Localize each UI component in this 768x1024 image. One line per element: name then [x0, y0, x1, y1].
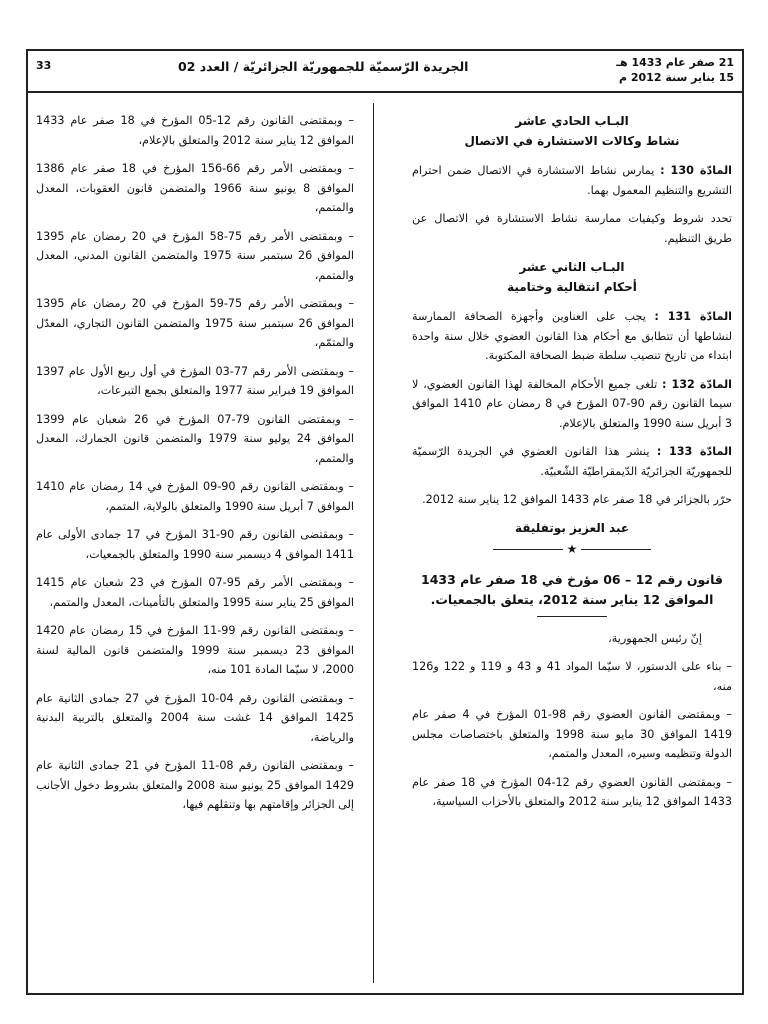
- hijri-date: 21 صفر عام 1433 هـ: [616, 56, 734, 69]
- left-paragraph: – وبمقتضى القانون رقم 12-05 المؤرخ في 18 صفر عام 1433 الموافق 12 يناير سنة 2012 والمتعلق بالإعلام،: [36, 114, 355, 147]
- chapter-12-subtitle: أحكام انتقالية وختامية: [507, 280, 637, 294]
- left-paragraph: – وبمقتضى القانون رقم 04-10 المؤرخ في 27 جمادى الثانية عام 1425 الموافق 14 غشت سنة 2004 والمتعلق بالتربية البدنية والرياضة،: [36, 691, 354, 744]
- article-132-text: تلغى جميع الأحكام المخالفة لهذا القانون العضوي، لا سيما القانون رقم 90-07 المؤرخ في 8 رمضان عام 1410 الموافق 3 أبريل سنة 1990 والمتعلق بالإعلام.: [412, 377, 733, 430]
- right-column: [412, 111, 732, 821]
- column-divider: [373, 103, 374, 983]
- preamble-para-2: – وبمقتضى القانون العضوي رقم 98-01 المؤرخ في 4 صفر عام 1419 الموافق 30 مايو سنة 1998 والمتعلق باختصاصات مجلس الدولة وتنظيمه وسيره، المعدل والمتمم،: [412, 708, 732, 760]
- gregorian-date: 15 يناير سنة 2012 م: [618, 71, 734, 84]
- article-131-label: المادّة 131 :: [654, 310, 732, 323]
- left-paragraph: – وبمقتضى الأمر رقم 66-156 المؤرخ في 18 صفر عام 1386 الموافق 8 يونيو سنة 1966 والمتضمن قانون العقوبات، المعدل والمتمم،: [36, 162, 354, 214]
- article-133: [412, 442, 732, 481]
- article-130-para2: تحدد شروط وكيفيات ممارسة نشاط الاستشارة في الاتصال عن طريق التنظيم.: [412, 212, 732, 245]
- article-133-label: المادّة 133 :: [656, 445, 733, 458]
- star-icon: ★: [566, 542, 578, 556]
- left-paragraph: – وبمقتضى القانون رقم 90-09 المؤرخ في 14 رمضان عام 1410 الموافق 7 أبريل سنة 1990 والمتعلق بالولاية، المتمم،: [36, 480, 354, 513]
- page-frame: [26, 49, 744, 995]
- article-132-label: المادّة 132 :: [661, 377, 732, 391]
- separator-line-right: [493, 549, 563, 550]
- left-column: [36, 111, 354, 824]
- left-paragraph: – وبمقتضى الأمر رقم 95-07 المؤرخ في 23 شعبان عام 1415 الموافق 25 يناير سنة 1995 والمتعلق بالتأمينات، المعدل والمتمم،: [36, 576, 355, 609]
- page-header: [28, 51, 742, 93]
- law-title: قانون رقم 12 – 06 مؤرخ في 18 صفر عام 1433 الموافق 12 يناير سنة 2012، يتعلق بالجمعيات.: [421, 571, 723, 607]
- chapter-11-subtitle: نشاط وكالات الاستشارة في الاتصال: [464, 134, 680, 148]
- page-number: 33: [36, 59, 52, 72]
- star-separator: [412, 540, 732, 560]
- preamble-para-1: – بناء على الدستور، لا سيّما المواد 41 و 43 و 119 و 122 و126 منه،: [412, 660, 733, 693]
- preamble-para-3: – وبمقتضى القانون العضوي رقم 12-04 المؤرخ في 18 صفر عام 1433 الموافق 12 يناير سنة 2012 والمتعلق بالأحزاب السياسية،: [412, 775, 732, 808]
- article-133-text: ينشر هذا القانون العضوي في الجريدة الرّسميّة للجمهوريّة الجزائريّة الدّيمقراطيّة الشّعبيّة.: [412, 445, 732, 478]
- journal-title: الجريدة الرّسميّة للجمهوريّة الجزائريّة / العدد 02: [178, 59, 469, 74]
- article-130-label: المادّة 130 :: [660, 164, 732, 177]
- article-131-text: يجب على العناوين وأجهزة الصحافة الممارسة لنشاطها أن تتطابق مع أحكام هذا القانون العضوي خلال سنة واحدة ابتداء من تاريخ تنصيب سلطة ضبط الصحافة المكتوبة.: [412, 310, 732, 362]
- left-paragraph: – وبمقتضى الأمر رقم 75-59 المؤرخ في 20 رمضان عام 1395 الموافق 26 سبتمبر سنة 1975 والمتضمن القانون التجاري، المعدّل والمتمّم،: [36, 297, 355, 349]
- left-paragraph: – وبمقتضى الأمر رقم 77-03 المؤرخ في أول ربيع الأول عام 1397 الموافق 19 فبراير سنة 1977 والمتعلق بجمع التبرعات،: [36, 364, 354, 397]
- left-paragraph: – وبمقتضى القانون رقم 90-31 المؤرخ في 17 جمادى الأولى عام 1411 الموافق 4 ديسمبر سنة 1990 والمتعلق بالجمعيات،: [36, 528, 354, 561]
- left-paragraph: – وبمقتضى القانون رقم 99-11 المؤرخ في 15 رمضان عام 1420 الموافق 23 ديسمبر سنة 1999 والمتضمن قانون المالية لسنة 2000، لا سيّما المادة 101 منه،: [36, 624, 355, 676]
- chapter-12-title: البـاب الثاني عشر: [519, 260, 625, 274]
- article-131: [412, 307, 732, 366]
- article-132: [412, 375, 732, 434]
- president-line: إنّ رئيس الجمهورية،: [608, 631, 702, 645]
- separator-line-left: [581, 549, 651, 550]
- title-rule: [537, 616, 607, 617]
- left-paragraph: – وبمقتضى القانون رقم 08-11 المؤرخ في 21 جمادى الثانية عام 1429 الموافق 25 يونيو سنة 2008 والمتعلق بشروط دخول الأجانب إلى الجزائر وإقامتهم بها وتنقلهم فيها،: [36, 759, 354, 811]
- issue-date: [616, 55, 734, 85]
- done-at: حرّر بالجزائر في 18 صفر عام 1433 الموافق 12 يناير سنة 2012.: [422, 493, 732, 506]
- chapter-11-title: البـاب الحادي عاشر: [515, 114, 629, 128]
- left-paragraph: – وبمقتضى الأمر رقم 75-58 المؤرخ في 20 رمضان عام 1395 الموافق 26 سبتمبر سنة 1975 والمتضمن القانون المدني، المعدل والمتمم،: [36, 229, 354, 282]
- article-130-text: يمارس نشاط الاستشارة في الاتصال ضمن احترام التشريع والتنظيم المعمول بهما.: [412, 164, 732, 197]
- article-130: [412, 161, 732, 200]
- signature: عبد العزيز بوتفليقة: [514, 520, 630, 535]
- left-paragraph: – وبمقتضى القانون 79-07 المؤرخ في 26 شعبان عام 1399 الموافق 24 يوليو سنة 1979 والمتضمن قانون الجمارك، المعدل والمتمم،: [36, 412, 354, 465]
